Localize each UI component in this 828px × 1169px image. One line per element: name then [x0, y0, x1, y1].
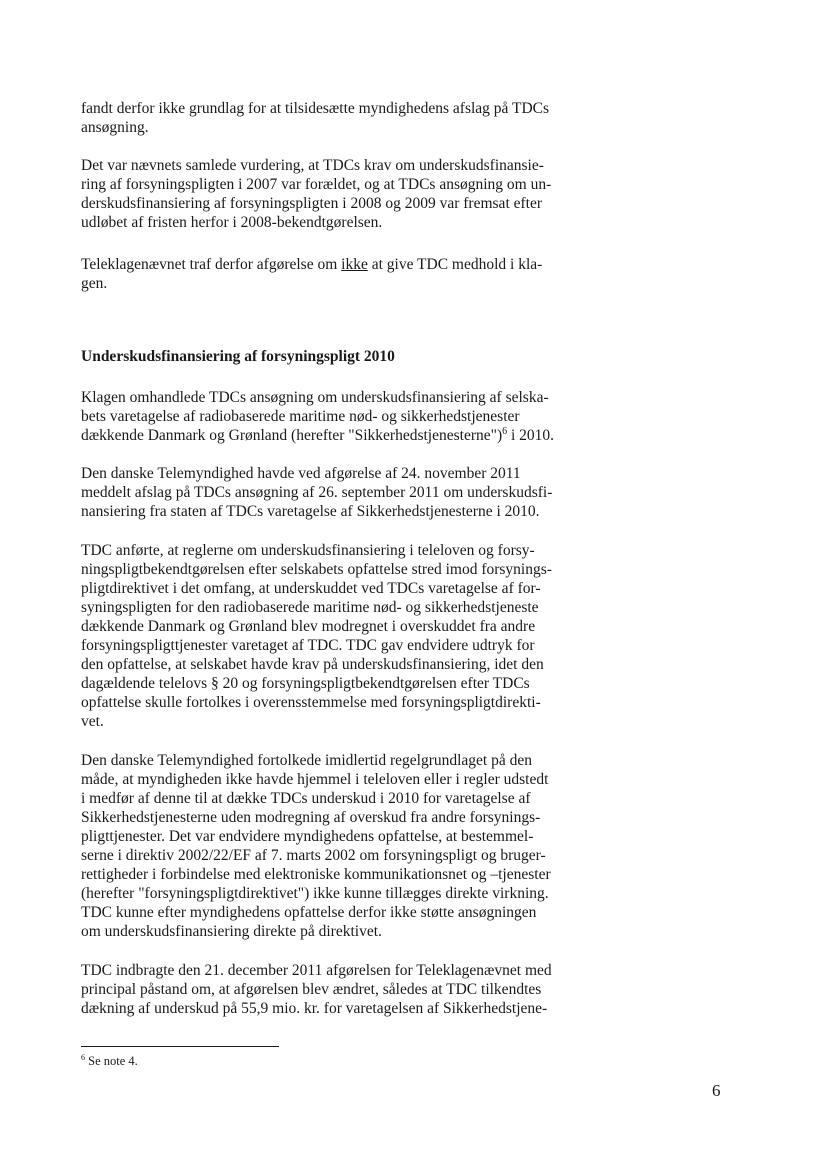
- text-fragment: at give TDC medhold i kla-: [367, 256, 543, 273]
- text-line: Klagen omhandlede TDCs ansøgning om underskudsfinansiering af selska-: [81, 389, 549, 406]
- paragraph-decision: [81, 255, 611, 293]
- text-line: ansøgning.: [81, 119, 149, 136]
- text-fragment: i 2010.: [507, 427, 555, 444]
- footnote-text: Se note 4.: [85, 1054, 138, 1068]
- text-line: Det var nævnets samlede vurdering, at TDCs krav om underskudsfinansie-: [81, 157, 544, 174]
- text-line: TDC anførte, at reglerne om underskudsfinansiering i teleloven og forsy-: [81, 542, 535, 559]
- text-line: Den danske Telemyndighed havde ved afgørelse af 24. november 2011: [81, 465, 521, 482]
- text-line: [81, 426, 611, 445]
- text-line: derskudsfinansiering af forsyningspligten i 2008 og 2009 var fremsat efter: [81, 195, 543, 212]
- footnote: [81, 1053, 138, 1069]
- paragraph-appeal: [81, 961, 611, 1018]
- text-line: fandt derfor ikke grundlag for at tilsidesætte myndighedens afslag på TDCs: [81, 100, 550, 117]
- footnote-divider: [81, 1046, 279, 1047]
- text-fragment: dækkende Danmark og Grønland (herefter "Sikkerhedstjenesterne"): [81, 427, 503, 444]
- text-line: TDC kunne efter myndighedens opfattelse derfor ikke støtte ansøgningen: [81, 904, 537, 921]
- text-line: vet.: [81, 713, 104, 730]
- text-line: ring af forsyningspligten i 2007 var forældet, og at TDCs ansøgning om un-: [81, 176, 552, 193]
- text-line: måde, at myndigheden ikke havde hjemmel i teleloven eller i regler udstedt: [81, 771, 549, 788]
- text-line: nansiering fra staten af TDCs varetagelse af Sikkerhedstjenesterne i 2010.: [81, 503, 540, 520]
- text-line: principal påstand om, at afgørelsen blev ændret, således at TDC tilkendtes: [81, 981, 542, 998]
- paragraph-authority-interpretation: [81, 751, 611, 941]
- paragraph-tdc-argument: [81, 541, 611, 731]
- text-line: meddelt afslag på TDCs ansøgning af 26. september 2011 om underskudsfi-: [81, 484, 553, 501]
- text-line: serne i direktiv 2002/22/EF af 7. marts 2002 om forsyningspligt og bruger-: [81, 847, 546, 864]
- text-line: om underskudsfinansiering direkte på direktivet.: [81, 923, 382, 940]
- text-line: Den danske Telemyndighed fortolkede imidlertid regelgrundlaget på den: [81, 752, 532, 769]
- paragraph-complaint: [81, 388, 611, 445]
- text-line: dækning af underskud på 55,9 mio. kr. for varetagelsen af Sikkerhedstjene-: [81, 1000, 548, 1017]
- text-line: forsyningspligttjenester varetaget af TDC. TDC gav endvidere udtryk for: [81, 637, 535, 654]
- text-line: gen.: [81, 275, 108, 292]
- text-line: [81, 255, 611, 274]
- text-line: dagældende telelovs § 20 og forsyningspligtbekendtgørelsen efter TDCs: [81, 675, 530, 692]
- text-line: opfattelse skulle fortolkes i overensstemmelse med forsyningspligtdirekti-: [81, 694, 541, 711]
- paragraph-continuation: [81, 99, 611, 137]
- text-line: TDC indbragte den 21. december 2011 afgørelsen for Teleklagenævnet med: [81, 962, 552, 979]
- text-line: ningspligtbekendtgørelsen efter selskabets opfattelse stred imod forsynings-: [81, 561, 552, 578]
- text-line: pligttjenester. Det var endvidere myndighedens opfattelse, at bestemmel-: [81, 828, 534, 845]
- text-line: dækkende Danmark og Grønland blev modregnet i overskuddet fra andre: [81, 618, 536, 635]
- text-line: syningspligten for den radiobaserede maritime nød- og sikkerhedstjeneste: [81, 599, 539, 616]
- text-line: bets varetagelse af radiobaserede maritime nød- og sikkerhedstjenester: [81, 408, 520, 425]
- text-line: rettigheder i forbindelse med elektroniske kommunikationsnet og –tjenester: [81, 866, 551, 883]
- footnote-reference: 6: [502, 425, 508, 437]
- text-line: udløbet af fristen herfor i 2008-bekendtgørelsen.: [81, 214, 383, 231]
- text-line: pligtdirektivet i det omfang, at underskuddet ved TDCs varetagelse af for-: [81, 580, 541, 597]
- text-line: den opfattelse, at selskabet havde krav på underskudsfinansiering, idet den: [81, 656, 544, 673]
- footnote-number: 6: [81, 1052, 85, 1062]
- text-line: Sikkerhedstjenesterne uden modregning af overskud fra andre forsynings-: [81, 809, 541, 826]
- text-line: (herefter "forsyningspligtdirektivet") ikke kunne tillægges direkte virkning.: [81, 885, 549, 902]
- page-number: 6: [712, 1081, 721, 1100]
- paragraph-authority-decision: [81, 464, 611, 521]
- underlined-word: ikke: [341, 256, 368, 273]
- text-line: i medfør af denne til at dække TDCs underskud i 2010 for varetagelse af: [81, 790, 531, 807]
- paragraph-assessment: [81, 156, 611, 232]
- text-fragment: Teleklagenævnet traf derfor afgørelse om: [81, 256, 342, 273]
- section-heading: Underskudsfinansiering af forsyningspligt 2010: [81, 348, 395, 365]
